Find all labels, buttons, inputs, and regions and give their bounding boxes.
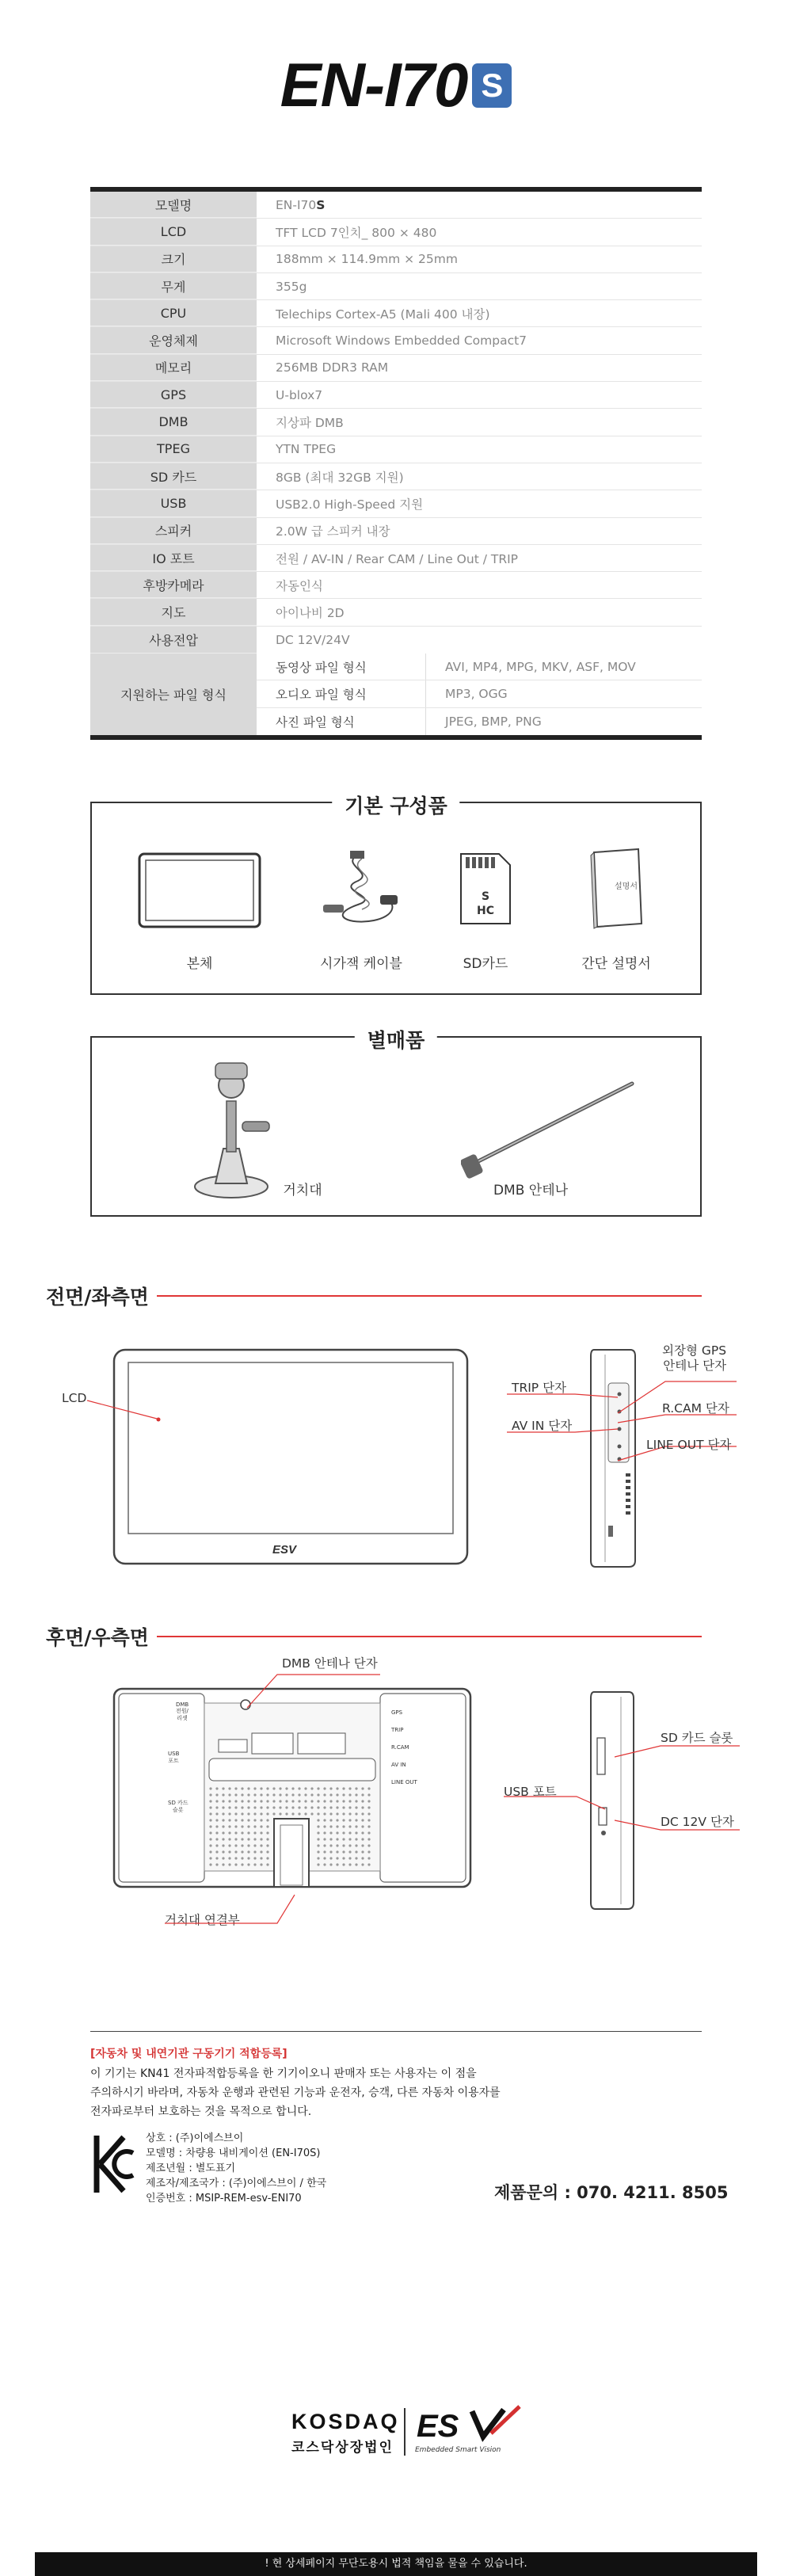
lcd-callout: LCD [62,1391,87,1405]
spec-value-text: USB2.0 High-Speed 지원 [276,497,424,512]
spec-value-text: 256MB DDR3 RAM [276,360,389,375]
components-title: 기본 구성품 [332,791,459,819]
spec-value [257,300,702,326]
accessory-label: 거치대 [283,1183,322,1198]
spec-key: 모델명 [90,192,257,218]
product-title [0,49,792,121]
svg-text:HC: HC [477,905,494,917]
spec-row [90,409,702,436]
trip-port-callout: TRIP 단자 [512,1381,567,1395]
file-format-value: JPEG, BMP, PNG [445,714,542,729]
spec-value-text: 188mm × 114.9mm × 25mm [276,252,458,267]
av-in-port-callout: AV IN 단자 [512,1419,573,1433]
spec-value-text: 아이나비 2D [276,606,345,621]
spec-row [90,599,702,626]
spec-value [257,382,702,408]
rear-left-label-power: 전원/ 리셋 [176,1708,188,1721]
spec-value [257,355,702,381]
spec-value-text: 8GB (최대 32GB 지원) [276,470,404,485]
accessories-box [90,1029,702,1217]
spec-row [90,627,702,654]
spec-row [90,355,702,382]
lcd-leader [87,1394,174,1426]
spec-value [257,219,702,245]
spec-table [90,187,702,740]
right-callout-leaders [504,1727,744,1838]
spec-value [257,463,702,490]
front-device-drawing [109,1347,474,1568]
rear-callout-leaders [158,1660,396,1934]
spec-row [90,463,702,490]
components-box [90,795,702,995]
spec-row [90,327,702,354]
copyright-notice: ! 현 상세페이지 무단도용시 법적 책임을 물을 수 있습니다. [35,2552,757,2576]
sd-slot-callout: SD 카드 슬롯 [661,1731,733,1745]
navigation-device-image [138,852,261,928]
spec-key: TPEG [90,436,257,463]
spec-value [257,490,702,516]
spec-key: CPU [90,300,257,326]
rear-port-label-trip: TRIP [391,1727,404,1733]
spec-value-text: 자동인식 [276,578,323,593]
kosdaq-word: KOSDAQ [291,2410,400,2433]
spec-value-text: Microsoft Windows Embedded Compact7 [276,333,527,349]
spec-key: USB [90,490,257,516]
file-format-row [257,680,702,707]
spec-key: 지도 [90,599,257,625]
spec-row [90,192,702,219]
spec-value-text: 355g [276,279,307,294]
line-out-port-callout: LINE OUT 단자 [646,1438,732,1452]
spec-key: DMB [90,409,257,435]
file-format-name: 오디오 파일 형식 [257,680,426,707]
component-label: 본체 [186,956,213,972]
rcam-port-callout: R.CAM 단자 [662,1401,729,1416]
spec-key: 무게 [90,273,257,299]
spec-row [90,219,702,246]
cigar-cable-image [318,849,406,932]
spec-value [257,273,702,299]
rear-port-label-avin: AV IN [391,1762,406,1768]
accessories-title: 별매품 [355,1025,437,1054]
spec-key: 사용전압 [90,627,257,654]
spec-value-text: Telechips Cortex-A5 (Mali 400 내장) [276,307,490,322]
spec-key: SD 카드 [90,463,257,490]
component-label: 시가잭 케이블 [320,956,402,972]
mount-connector-callout: 거치대 연결부 [165,1913,240,1927]
spec-value-text: U-blox7 [276,387,323,402]
esv-logo [415,2405,526,2454]
spec-row [90,300,702,327]
spec-value-text: 지상파 DMB [276,416,344,431]
file-format-row [257,708,702,735]
spec-key: 스피커 [90,518,257,544]
spec-value-text: 2.0W 급 스피커 내장 [276,524,390,539]
spec-row [90,382,702,409]
rear-section-heading: 후면/우측면 [46,1626,149,1649]
spec-value [257,436,702,463]
spec-row [90,572,702,599]
rear-port-label-gps: GPS [391,1709,403,1716]
rear-left-label-sd: SD 카드 슬롯 [168,1800,188,1813]
file-format-value: MP3, OGG [445,686,508,701]
model-s-badge: S [472,63,512,108]
rear-left-label-usb: USB 포트 [168,1751,180,1764]
spec-value-text: TFT LCD 7인치_ 800 × 480 [276,225,437,240]
file-format-block [90,654,702,735]
spec-key: 크기 [90,246,257,272]
rear-section-rule [157,1636,702,1637]
esv-tagline: Embedded Smart Vision [415,2446,501,2454]
dmb-antenna-image [461,1077,640,1180]
spec-value [257,327,702,353]
kc-mark-icon [92,2132,136,2196]
footer-divider [90,2031,702,2032]
spec-row [90,436,702,463]
component-label: 간단 설명서 [581,956,651,972]
spec-value-text: DC 12V/24V [276,632,350,647]
spec-key: LCD [90,219,257,245]
spec-value-text: 전원 / AV-IN / Rear CAM / Line Out / TRIP [276,551,519,566]
spec-key: 메모리 [90,355,257,381]
spec-key: 후방카메라 [90,572,257,598]
spec-row [90,518,702,545]
file-format-row [257,654,702,680]
kosdaq-subtitle: 코스닥상장법인 [291,2440,394,2456]
file-format-name: 동영상 파일 형식 [257,654,426,680]
spec-key: IO 포트 [90,545,257,571]
spec-key: 운영체제 [90,327,257,353]
esv-mark-icon [415,2405,526,2445]
spec-value-suffix: S [316,197,326,212]
spec-value-text: EN-I70 [276,197,317,212]
sd-card-image [458,851,513,927]
rear-dmb-small-label: DMB [176,1701,189,1708]
file-format-value: AVI, MP4, MPG, MKV, ASF, MOV [445,659,636,674]
front-section-heading: 전면/좌측면 [46,1286,149,1309]
spec-value [257,545,702,571]
front-esv-logo: ESV [272,1543,297,1557]
rear-port-label-lineout: LINE OUT [391,1779,417,1785]
front-section-rule [157,1295,702,1297]
mount-holder-image [192,1054,287,1204]
certification-text: 이 기기는 KN41 전자파적합등록을 한 기기이오니 판매자 또는 사용자는 이 점을 주의하시기 바라며, 자동차 운행과 관련된 기능과 운전자, 승객, 다른 자동차 이용자를 전자파로부터 보호하는 것을 목적으로 합니다. [90,2067,501,2118]
component-label: SD카드 [463,956,508,972]
spec-key: GPS [90,382,257,408]
file-format-name: 사진 파일 형식 [257,708,426,735]
manual-cover-text: 설명서 [615,882,638,891]
spec-value [257,572,702,598]
spec-value [257,518,702,544]
usb-port-callout: USB 포트 [504,1785,557,1799]
spec-value [257,409,702,435]
file-format-key: 지원하는 파일 형식 [90,654,257,735]
contact-phone: 제품문의 : 070. 4211. 8505 [494,2183,729,2202]
spec-value [257,192,702,218]
model-name: EN-I70 [280,50,468,120]
svg-text:ES: ES [417,2409,459,2444]
kosdaq-logo [291,2410,400,2456]
dc12v-port-callout: DC 12V 단자 [661,1815,734,1829]
spec-row [90,273,702,300]
spec-value [257,627,702,654]
accessory-label: DMB 안테나 [493,1183,569,1198]
spec-row [90,545,702,572]
spec-row [90,246,702,273]
certification-title: [자동차 및 내연기관 구동기기 적합등록] [90,2048,287,2060]
spec-value [257,246,702,272]
logo-divider [404,2408,406,2456]
spec-row [90,490,702,517]
spec-value [257,599,702,625]
product-info: 상호 : (주)이에스브이 모델명 : 차량용 내비게이션 (EN-I70S) 제조년월 : 별도표기 제조자/제조국가 : (주)이에스브이 / 한국 인증번호 : MSIP-REM-esv-ENI70 [146,2132,327,2204]
svg-text:S: S [481,890,490,903]
rear-port-label-rcam: R.CAM [391,1744,409,1751]
gps-antenna-port-callout: 외장형 GPS 안테나 단자 [662,1343,727,1373]
spec-value-text: YTN TPEG [276,442,337,457]
dmb-antenna-port-callout: DMB 안테나 단자 [282,1656,378,1671]
